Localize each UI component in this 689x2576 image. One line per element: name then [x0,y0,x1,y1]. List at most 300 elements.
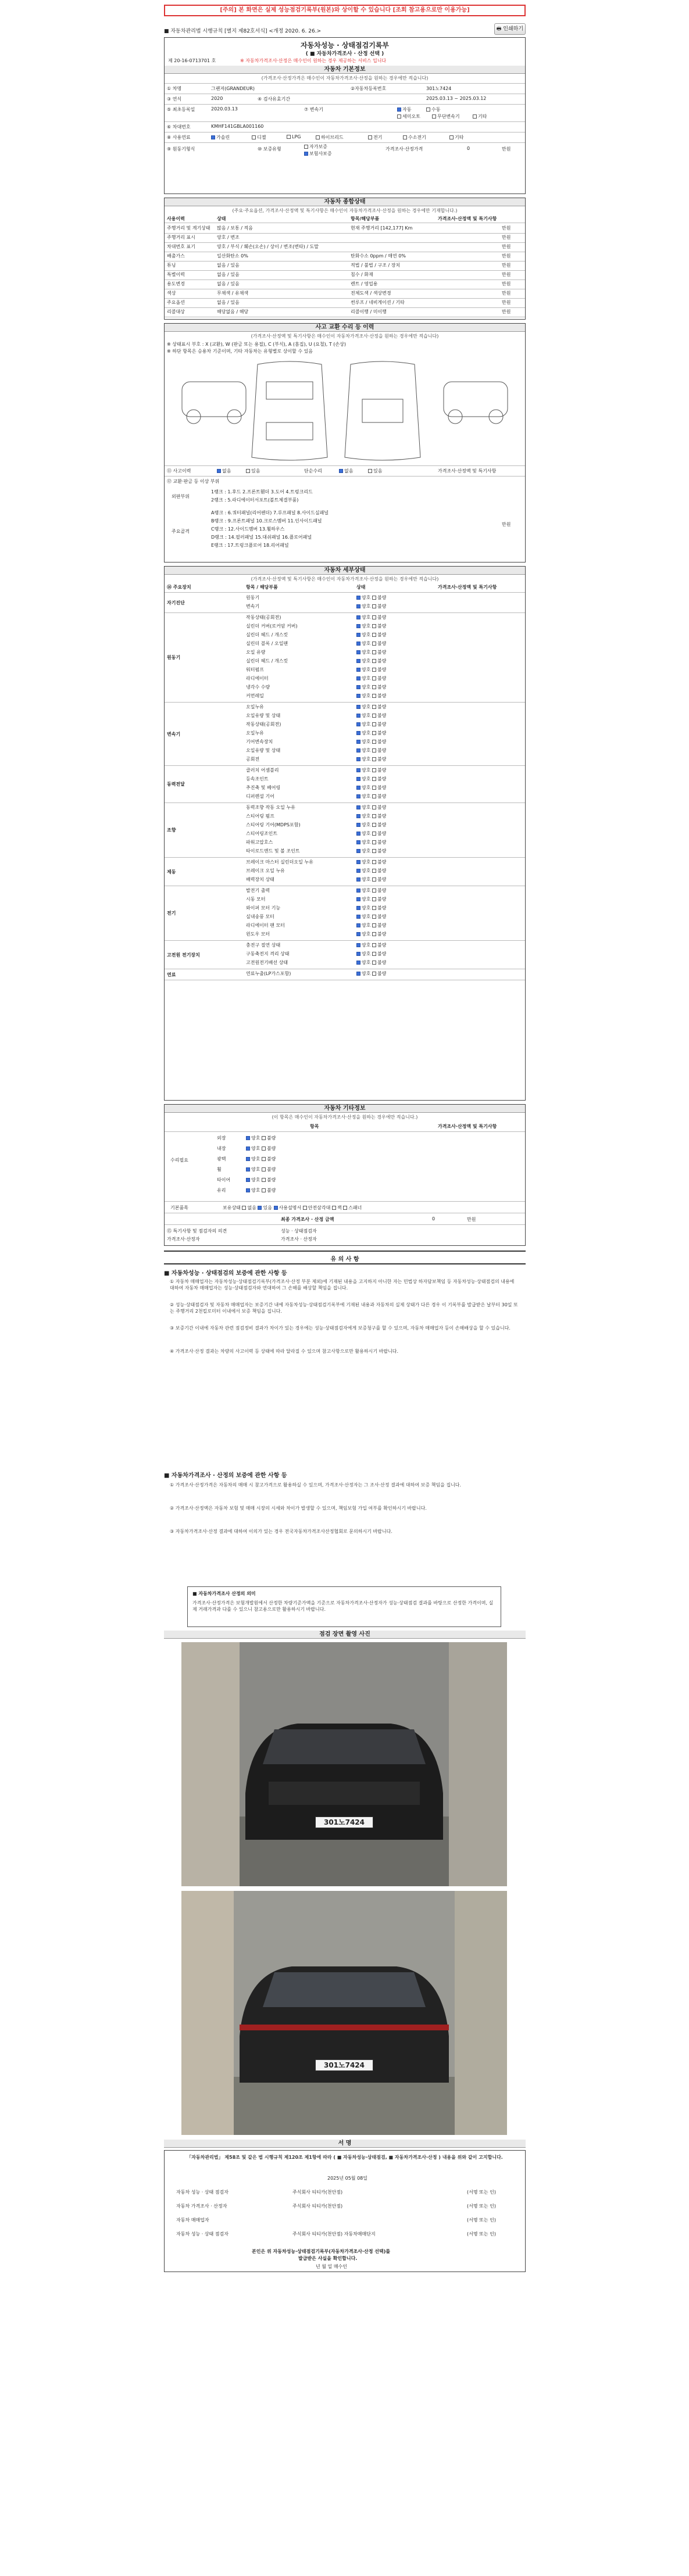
etc-row-state: 양호 불량 [246,1135,276,1141]
print-button[interactable] [494,23,526,35]
checkbox-icon [303,1206,307,1210]
simple-none: 없음 [339,468,353,474]
detail-state: 양호 불량 [356,632,386,638]
checkbox-checked-icon [356,604,360,608]
sign-date: 2025년 05월 08일 [327,2176,367,2181]
accident-header: 사고 교환 수리 등 이력 [165,324,525,332]
photos-header: 점검 장면 촬영 사진 [164,1631,526,1639]
repair-needed-label: 수리필요 [170,1158,188,1163]
checkbox-checked-icon [211,135,215,139]
status-row-detail: 현재 주행거리 [142,177] Km [351,225,413,231]
warranty-insurer: 보험사보증 [304,151,332,157]
detail-item: 타이로드엔드 및 볼 조인트 [246,848,300,854]
detail-state: 양호 불량 [356,813,386,819]
trans-auto: 자동 [397,106,411,113]
detail-state: 양호 불량 [356,951,386,957]
notes-header: 유 의 사 항 [330,1256,359,1263]
status-subheader: (주요·주요옵션, 가격조사·산정액 및 특기사항은 매수인이 자동차가격조사·산정을 원하는 경우에만 기재합니다.) [232,208,458,213]
status-row-state: 양호 / 변조 [217,235,240,240]
detail-item: 브레이크 오일 누유 [246,868,285,873]
detail-state: 양호 불량 [356,822,386,828]
detail-item: 작동상태(공회전) [246,722,281,727]
status-row-unit: 만원 [502,281,511,286]
checkbox-icon [372,805,376,809]
detail-state: 양호 불량 [356,704,386,710]
checkbox-checked-icon [356,877,360,882]
accident-none: 없음 [217,468,231,474]
basic-items-opts: 보유상태 없음 있음 사용설명서 안전삼각대 잭 스패너 [223,1205,362,1210]
detail-item: 워터펌프 [246,667,264,672]
detail-state: 양호 불량 [356,658,386,664]
detail-item: 작동상태(공회전) [246,615,281,620]
detail-state: 양호 불량 [356,839,386,845]
basic-header: 자동차 기본정보 [165,66,525,74]
checkbox-icon [372,906,376,910]
detail-state: 양호 불량 [356,959,386,966]
checkbox-checked-icon [356,888,360,893]
checkbox-icon [262,1178,266,1182]
detail-group-name: 원동기 [167,655,181,660]
status-row-unit: 만원 [502,263,511,268]
checkbox-icon [372,972,376,976]
fuel-diesel: 디젤 [252,134,266,141]
detail-state: 양호 불량 [356,804,386,811]
final-line2: 발급받은 사실을 확인합니다. [298,2256,358,2261]
sign-mark: (서명 또는 인) [467,2204,496,2209]
status-row-state: 일산화탄소 0% [217,253,248,259]
fuel-lpg: LPG [287,134,301,139]
detail-item: 실린더 헤드 / 개스킷 [246,658,288,664]
checkbox-icon [372,823,376,827]
sign-company: 주식회사 티티카(천안점) 자동차매매단지 [292,2231,376,2237]
checkbox-checked-icon [356,840,360,844]
detail-item: 윈도우 모터 [246,931,270,937]
detail-state: 양호 불량 [356,876,386,883]
checkbox-icon [372,642,376,646]
checkbox-icon [426,108,430,112]
sign-mark: (서명 또는 인) [467,2231,496,2237]
detail-group-name: 변속기 [167,731,181,737]
detail-col-item: 항목 / 해당부품 [246,585,278,590]
status-row-state: 무채색 / 유채색 [217,291,249,296]
detail-state: 양호 불량 [356,730,386,736]
checkbox-checked-icon [217,469,221,473]
main-rank-a: A랭크 : 6.쿼터패널(리어펜더) 7.루프패널 8.사이드실패널 [211,510,329,515]
warranty-self: 자가보증 [304,144,327,150]
checkbox-icon [262,1147,266,1151]
checkbox-icon [372,888,376,893]
page-title: 자동차성능 · 상태점검기록부 [300,41,390,49]
checkbox-checked-icon [356,757,360,761]
detail-item: 공회전 [246,757,260,762]
etc-row-state: 양호 불량 [246,1166,276,1173]
checkbox-checked-icon [356,642,360,646]
car-front-photo [181,1642,507,1886]
checkbox-checked-icon [356,676,360,680]
status-row-label: 색상 [167,291,176,296]
checkbox-icon [372,650,376,654]
checkbox-checked-icon [356,777,360,781]
detail-item: 실내송풍 모터 [246,914,274,919]
license-plate-rear: 301노7424 [315,2059,373,2071]
detail-item: 라디에이터 팬 모터 [246,923,285,928]
period-label: ④ 검사유효기간 [258,96,291,102]
group-divider [165,702,525,703]
detail-item: 변속기 [246,604,260,609]
detail-item: 실린더 커버(로커암 커버) [246,624,298,629]
status-col-price: 가격조사·산정액 및 특기사항 [438,216,497,221]
checkbox-checked-icon [356,722,360,726]
status-row-detail: 렌트 / 영업용 [351,281,378,286]
detail-group-name: 동력전달 [167,782,185,787]
disclaimer-banner: [주의] 본 화면은 실제 성능점검기록부(원본)와 상이할 수 있습니다 [조회 참고용으로만 이용가능] [164,5,526,16]
sign-section [164,2150,526,2272]
detail-section [164,566,526,1101]
basic-items-label: 기본품목 [170,1205,188,1210]
detail-item: 기어변속장치 [246,739,273,744]
appraisal-meaning-text: 가격조사·산정가격은 보험개발원에서 산정한 차량기준가액을 기준으로 자동차가격조사·산정자가 성능·상태점검 결과를 바탕으로 산정한 가격이며, 실제 거래가격과 다를 수 있으니 참고용으로만 활용하시기 바랍니다. [192,1600,494,1612]
checkbox-checked-icon [356,668,360,672]
etc-row-state: 양호 불량 [246,1187,276,1194]
detail-state: 양호 불량 [356,896,386,902]
checkbox-checked-icon [356,633,360,637]
checkbox-icon [432,114,436,119]
detail-state: 양호 불량 [356,675,386,682]
etc-row-label: 내장 [217,1146,226,1151]
opinion-appraiser: 가격조사 · 산정자 [281,1237,317,1242]
etc-price-col: 가격조사·산정액 및 특기사항 [438,1124,497,1129]
checkbox-icon [449,135,454,139]
detail-state: 양호 불량 [356,887,386,894]
car-no: 301노7424 [426,86,452,91]
checkbox-icon [372,923,376,927]
checkbox-icon [368,469,372,473]
status-row-state: 양호 / 부식 / 훼손(오손) / 상이 / 변조(변타) / 도말 [217,244,319,249]
checkbox-checked-icon [356,768,360,772]
checkbox-checked-icon [356,952,360,956]
checkbox-icon [372,794,376,798]
checkbox-checked-icon [246,1188,250,1192]
group-divider [165,612,525,613]
checkbox-checked-icon [246,1178,250,1182]
checkbox-icon [304,145,308,149]
checkbox-checked-icon [356,748,360,753]
group-divider [165,802,525,803]
note-p5: ① 가격조사·산정가격은 자동차의 매매 시 참고가격으로 활용하실 수 있으며, 가격조사·산정자는 그 조사·산정 결과에 대하여 보증 책임을 집니다. [170,1482,462,1488]
checkbox-icon [372,659,376,663]
row-divider [165,298,525,299]
detail-item: 고전원전기배선 상태 [246,960,288,965]
fuel-etc: 기타 [449,134,463,141]
detail-state: 양호 불량 [356,594,386,601]
checkbox-icon [372,915,376,919]
detail-group-name: 전기 [167,911,176,916]
detail-state: 양호 불량 [356,859,386,865]
checkbox-checked-icon [356,932,360,936]
status-row-state: 많음 / 보통 / 적음 [217,225,253,231]
overall-status-section [164,198,526,320]
checkbox-icon [372,714,376,718]
price-unit: 만원 [502,146,511,152]
detail-state: 양호 불량 [356,793,386,800]
price-value: 0 [467,146,470,151]
checkbox-icon [372,943,376,947]
checkbox-icon [372,860,376,864]
checkbox-checked-icon [356,961,360,965]
printer-icon: 🖶 [496,26,502,32]
car-name-label: ① 차명 [167,86,182,91]
checkbox-checked-icon [246,1147,250,1151]
checkbox-checked-icon [356,731,360,735]
detail-item: 연료누출(LP가스포함) [246,971,291,976]
status-row-state: 없음 / 있음 [217,300,240,305]
etc-row-state: 양호 불량 [246,1156,276,1162]
group-divider [165,765,525,766]
status-row-label: 리콜대상 [167,309,185,314]
status-row-unit: 만원 [502,300,511,305]
detail-item: 오일누유 [246,704,264,710]
year-label: ③ 연식 [167,96,182,102]
law-reference: ■ 자동차관리법 시행규칙 [별지 제82호서식] <개정 2020. 6. 26.> [164,28,322,34]
year: 2020 [211,96,223,101]
main-frame-label: 주요골격 [172,529,190,534]
checkbox-icon [372,624,376,628]
checkbox-icon [262,1167,266,1171]
detail-state: 양호 불량 [356,931,386,937]
status-row-label: 배출가스 [167,253,185,259]
detail-state: 양호 불량 [356,970,386,977]
checkbox-checked-icon [356,832,360,836]
trans-cvt: 무단변속기 [432,113,460,120]
inspection-photo-front [181,1642,507,1886]
checkbox-checked-icon [397,108,401,112]
status-row-state: 해당없음 / 해당 [217,309,249,314]
detail-item: 냉각수 수량 [246,685,270,690]
detail-item: 실린더 헤드 / 개스킷 [246,632,288,637]
group-divider [165,940,525,941]
detail-item: 동력조향 작동 오일 누유 [246,805,295,810]
detail-item: 구동축전지 격리 상태 [246,951,290,956]
detail-col-state: 상태 [356,585,366,590]
detail-state: 양호 불량 [356,868,386,874]
checkbox-checked-icon [356,685,360,689]
status-row-unit: 만원 [502,225,511,231]
sign-role: 자동차 성능 · 상태 점검자 [176,2231,229,2237]
appraisal-meaning-title: ■ 자동차가격조사 산정의 의미 [192,1591,256,1596]
checkbox-icon [372,869,376,873]
detail-state: 양호 불량 [356,623,386,629]
status-row-unit: 만원 [502,309,511,314]
detail-state: 양호 불량 [356,721,386,728]
status-col-history: 사용이력 [167,216,185,221]
status-row-detail: 침수 / 화재 [351,272,373,277]
status-row-unit: 만원 [502,244,511,249]
checkbox-checked-icon [274,1206,278,1210]
detail-group-name: 고전원 전기장치 [167,952,200,958]
sign-header: 서 명 [164,2140,526,2148]
basic-subheader: (가격조사·산정가격은 매수인이 자동차가격조사·산정을 원하는 경우에만 적습니다) [261,76,429,81]
accident-legend: ※ 상태표시 부호 : X (교환), W (판금 또는 용접), C (부식), A (흠집), U (요철), T (손상) [167,342,347,347]
checkbox-icon [252,135,256,139]
group-divider [165,857,525,858]
basic-info-section [164,37,526,194]
checkbox-checked-icon [356,794,360,798]
status-row-label: 주행거리 및 계기상태 [167,225,210,231]
vin-label: ⑥ 차대번호 [167,124,191,130]
checkbox-icon [372,596,376,600]
notes-section2-title: ■ 자동차가격조사 · 산정의 보증에 관한 사항 등 [164,1472,287,1479]
row-divider [165,307,525,308]
checkbox-checked-icon [356,972,360,976]
detail-subheader: (가격조사·산정액 및 특기사항은 매수인이 자동차가격조사·산정을 원하는 경우에만 적습니다) [251,576,439,582]
status-row-detail: 전체도색 / 색상변경 [351,291,391,296]
detail-item: 배력장치 상태 [246,877,274,882]
detail-item: 스티어링 펌프 [246,814,274,819]
etc-row-state: 양호 불량 [246,1177,276,1183]
main-rank-d: D랭크 : 14.필러패널 15.대쉬패널 16.플로어패널 [211,535,312,540]
car-diagram [170,359,519,463]
detail-item: 파워고압호스 [246,840,273,845]
checkbox-checked-icon [356,915,360,919]
trans-label: ⑦ 변속기 [304,107,323,112]
detail-item: 클러치 어셈블리 [246,768,279,773]
main-rank-e: E랭크 : 17.트렁크플로어 18.리어패널 [211,543,289,548]
first-reg-label: ⑤ 최초등록일 [167,107,195,112]
detail-state: 양호 불량 [356,614,386,621]
checkbox-icon [372,604,376,608]
detail-state: 양호 불량 [356,667,386,673]
checkbox-icon [397,114,401,119]
checkbox-icon [372,961,376,965]
accident-won: 만원 [502,522,511,527]
checkbox-icon [372,705,376,709]
license-plate-front: 301노7424 [315,1817,373,1828]
checkbox-icon [372,952,376,956]
status-row-state: 없음 / 있음 [217,263,240,268]
checkbox-checked-icon [356,906,360,910]
status-row-state: 없음 / 있음 [217,281,240,286]
checkbox-icon [316,135,320,139]
status-row-detail: 썬루프 / 네비게이션 / 기타 [351,300,405,305]
detail-item: 커먼레일 [246,693,264,698]
checkbox-icon [372,786,376,790]
etc-row-label: 휠 [217,1167,222,1172]
detail-item: 스티어링조인트 [246,831,278,836]
checkbox-checked-icon [356,786,360,790]
checkbox-icon [246,469,250,473]
row-divider [165,270,525,271]
detail-item: 원동기 [246,595,260,600]
note-p3: ③ 보증기간 이내에 자동차 관련 점검정비 결과가 차이가 있는 경우에는 성능·상태점검자에게 보증청구를 할 수 있으며, 자동차 매매업자 등이 손해배상을 할 수 있습니다. [170,1325,510,1331]
outer-panel-label: 외판부위 [172,494,190,499]
checkbox-checked-icon [356,705,360,709]
checkbox-checked-icon [356,823,360,827]
checkbox-checked-icon [356,694,360,698]
checkbox-icon [372,722,376,726]
checkbox-icon [372,932,376,936]
checkbox-icon [372,615,376,619]
sign-company: 주식회사 티티카(천안점) [292,2204,343,2209]
etc-row-label: 유리 [217,1188,226,1193]
checkbox-checked-icon [356,740,360,744]
notes-section1-title: ■ 자동차성능 · 상태점검의 보증에 관한 사항 등 [164,1270,287,1277]
opinion-label: ⑮ 특기사항 및 점검자의 의견 [167,1228,227,1234]
checkbox-checked-icon [258,1206,262,1210]
detail-item: 디퍼렌셜 기어 [246,794,274,799]
detail-state: 양호 불량 [356,712,386,719]
car-name: 그랜저(GRANDEUR) [211,86,255,91]
etc-subheader: (이 항목은 매수인이 자동차가격조사·산정을 원하는 경우에만 적습니다.) [272,1115,418,1120]
detail-item: 오일 유량 [246,650,266,655]
detail-state: 양호 불량 [356,747,386,754]
note-p1: ① 자동차 매매업자는 자동차성능·상태점검기록부(가격조사·산정 부분 제외)에 기재된 내용을 고지하지 아니한 자는 민법상 하자담보책임 등 자동차성능·상태점검의 내용에 대하여 자동차 매매업자는 성능·상태점검자와 연대하여 그 손해를 배상할 책임을 집니다. [170,1279,515,1291]
status-row-label: 용도변경 [167,281,185,286]
outer-rank1: 1랭크 : 1.후드 2.프론트휀더 3.도어 4.트렁크리드 [211,489,313,495]
status-row-unit: 만원 [502,272,511,277]
checkbox-icon [242,1206,246,1210]
detail-state: 양호 불량 [356,739,386,745]
detail-item: 등속조인트 [246,776,269,782]
first-reg: 2020.03.13 [211,106,238,112]
accident-yes: 있음 [246,468,260,474]
main-rank-c: C랭크 : 12.사이드멤버 13.휠하우스 [211,526,285,532]
checkbox-icon [372,840,376,844]
detail-state: 양호 불량 [356,603,386,610]
checkbox-checked-icon [356,814,360,818]
checkbox-icon [372,757,376,761]
simple-yes: 있음 [368,468,382,474]
accident-price-col: 가격조사·산정액 및 특기사항 [438,468,497,474]
simple-repair-label: 단순수리 [304,468,322,474]
status-header: 자동차 종합상태 [165,198,525,206]
detail-col-device: ⑭ 주요장치 [167,585,191,590]
detail-group-name: 조향 [167,827,176,833]
status-row-unit: 만원 [502,291,511,296]
fuel-hydrogen: 수소전기 [403,134,426,141]
row-divider [165,233,525,234]
status-row-state: 없음 / 있음 [217,272,240,277]
checkbox-icon [372,676,376,680]
detail-state: 양호 불량 [356,649,386,655]
total-label: 최종 가격조사 · 산정 금액 [281,1217,334,1222]
checkbox-icon [372,897,376,901]
detail-item: 발전기 출력 [246,888,270,893]
checkbox-icon [372,731,376,735]
checkbox-checked-icon [246,1136,250,1140]
note-p7: ③ 자동차가격조사·산정 결과에 대하여 이의가 있는 경우 전국자동차가격조사산정협회로 문의하시기 바랍니다. [170,1529,392,1534]
checkbox-checked-icon [356,943,360,947]
car-no-label: ②자동차등록번호 [351,86,387,91]
checkbox-checked-icon [356,897,360,901]
checkbox-icon [372,748,376,753]
total-value: 0 [432,1216,435,1221]
checkbox-checked-icon [356,650,360,654]
checkbox-checked-icon [356,659,360,663]
detail-state: 양호 불량 [356,922,386,929]
price-label: 가격조사·산정가격 [385,146,423,152]
note-p4: ④ 가격조사·산정 결과는 차량의 사고이력 등 상태에 따라 달라질 수 있으며 참고사항으로만 활용하시기 바랍니다. [170,1349,399,1354]
detail-group-name: 연료 [167,972,176,977]
fuel-gasoline: 가솔린 [211,134,230,141]
accident-section [164,323,526,563]
checkbox-icon [372,768,376,772]
detail-state: 양호 불량 [356,830,386,837]
sign-role: 자동차 매매업자 [176,2217,209,2223]
sign-company: 주식회사 티티카(천안점) [292,2190,343,2195]
checkbox-checked-icon [246,1167,250,1171]
checkbox-icon [473,114,477,119]
detail-item: 시동 모터 [246,897,266,902]
